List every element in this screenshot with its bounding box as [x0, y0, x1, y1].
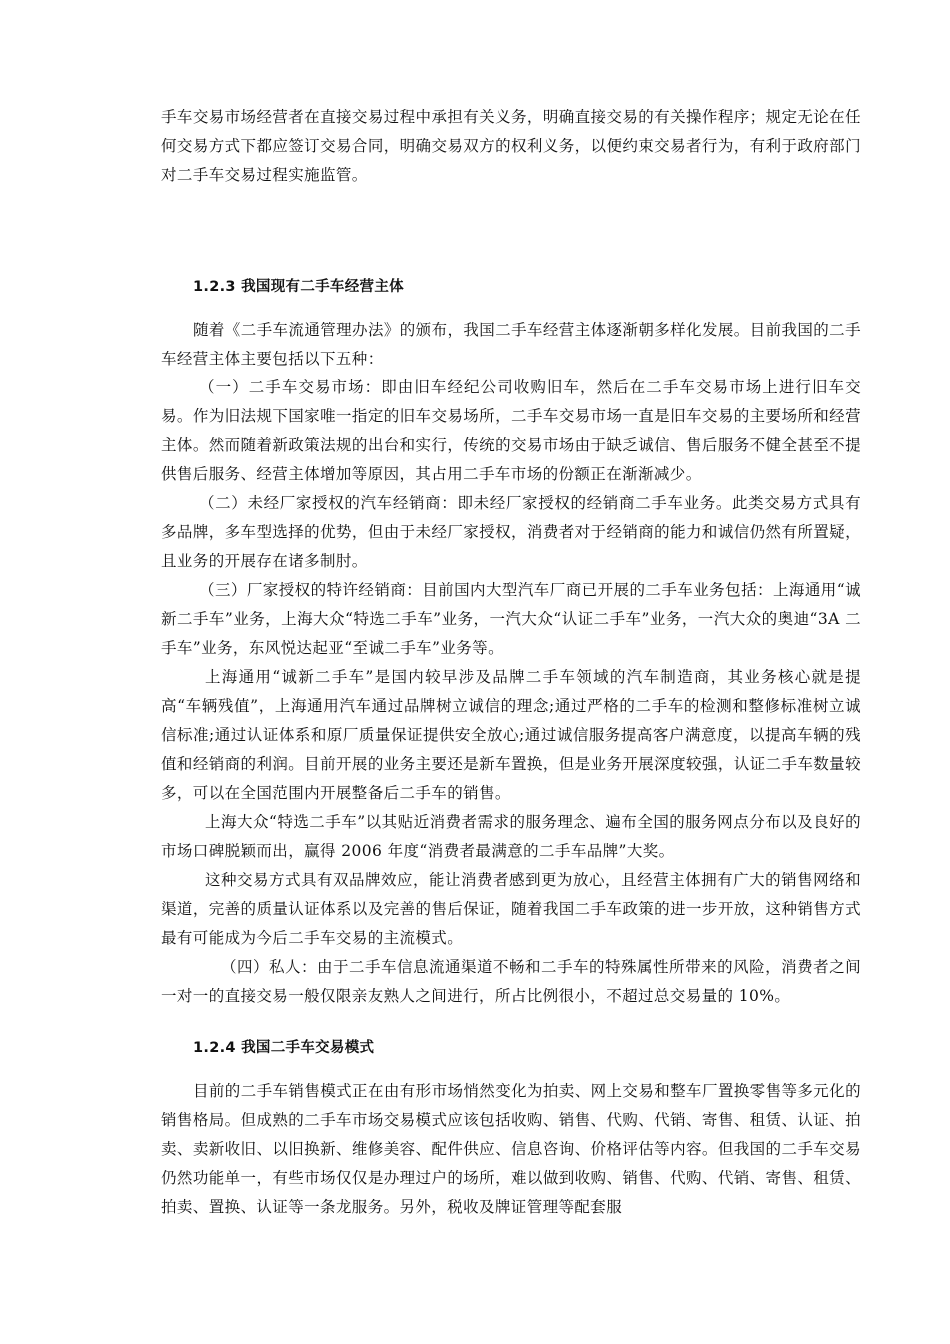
paragraph-item-4: （四）私人：由于二手车信息流通渠道不畅和二手车的特殊属性所带来的风险，消费者之间一对一的直接交易一般仅限亲友熟人之间进行，所占比例很小，不超过总交易量的 10%。 — [161, 958, 861, 1005]
section-heading-1-2-3: 1.2.3 我国现有二手车经营主体 — [193, 279, 404, 295]
section-heading-1-2-4: 1.2.4 我国二手车交易模式 — [193, 1040, 375, 1056]
paragraph-item-3: （三）厂家授权的特许经销商：目前国内大型汽车厂商已开展的二手车业务包括：上海通用“诚新二手车”业务，上海大众“特选二手车”业务，一汽大众“认证二手车”业务，一汽大众的奥迪“3A 二手车”业务，东风悦达起亚“至诚二手车”业务等。 — [161, 581, 861, 657]
paragraph-intro: 随着《二手车流通管理办法》的颁布，我国二手车经营主体逐渐朝多样化发展。目前我国的二手车经营主体主要包括以下五种： — [161, 321, 861, 368]
paragraph-svw: 上海大众“特选二手车”以其贴近消费者需求的服务理念、遍布全国的服务网点分布以及良好的市场口碑脱颖而出，赢得 2006 年度“消费者最满意的二手车品牌”大奖。 — [161, 813, 861, 860]
paragraph-item-1: （一）二手车交易市场：即由旧车经纪公司收购旧车，然后在二手车交易市场上进行旧车交易。作为旧法规下国家唯一指定的旧车交易场所，二手车交易市场一直是旧车交易的主要场所和经营主体。然而随着新政策法规的出台和实行，传统的交易市场由于缺乏诚信、售后服务不健全甚至不提供售后服务、经营主体增加等原因，其占用二手车市场的份额正在渐渐减少。 — [161, 378, 861, 483]
paragraph-continuation: 手车交易市场经营者在直接交易过程中承担有关义务，明确直接交易的有关操作程序；规定无论在任何交易方式下都应签订交易合同，明确交易双方的权利义务，以便约束交易者行为，有利于政府部门对二手车交易过程实施监管。 — [161, 108, 861, 184]
paragraph-sgm: 上海通用“诚新二手车”是国内较早涉及品牌二手车领域的汽车制造商，其业务核心就是提高“车辆残值”，上海通用汽车通过品牌树立诚信的理念;通过严格的二手车的检测和整修标准树立诚信标准;通过认证体系和原厂质量保证提供安全放心;通过诚信服务提高客户满意度，以提高车辆的残值和经销商的利润。目前开展的业务主要还是新车置换，但是业务开展深度较强，认证二手车数量较多，可以在全国范围内开展整备后二手车的销售。 — [161, 668, 861, 802]
paragraph-dual-brand: 这种交易方式具有双品牌效应，能让消费者感到更为放心，且经营主体拥有广大的销售网络和渠道，完善的质量认证体系以及完善的售后保证，随着我国二手车政策的进一步开放，这种销售方式最有可能成为今后二手车交易的主流模式。 — [161, 871, 861, 947]
paragraph-trade-modes: 目前的二手车销售模式正在由有形市场悄然变化为拍卖、网上交易和整车厂置换零售等多元化的销售格局。但成熟的二手车市场交易模式应该包括收购、销售、代购、代销、寄售、租赁、认证、拍卖、卖新收旧、以旧换新、维修美容、配件供应、信息咨询、价格评估等内容。但我国的二手车交易仍然功能单一，有些市场仅仅是办理过户的场所，难以做到收购、销售、代购、代销、寄售、租赁、拍卖、置换、认证等一条龙服务。另外，税收及牌证管理等配套服 — [161, 1082, 861, 1216]
paragraph-item-2: （二）未经厂家授权的汽车经销商：即未经厂家授权的经销商二手车业务。此类交易方式具有多品牌，多车型选择的优势，但由于未经厂家授权，消费者对于经销商的能力和诚信仍然有所置疑，且业务的开展存在诸多制肘。 — [161, 494, 861, 570]
